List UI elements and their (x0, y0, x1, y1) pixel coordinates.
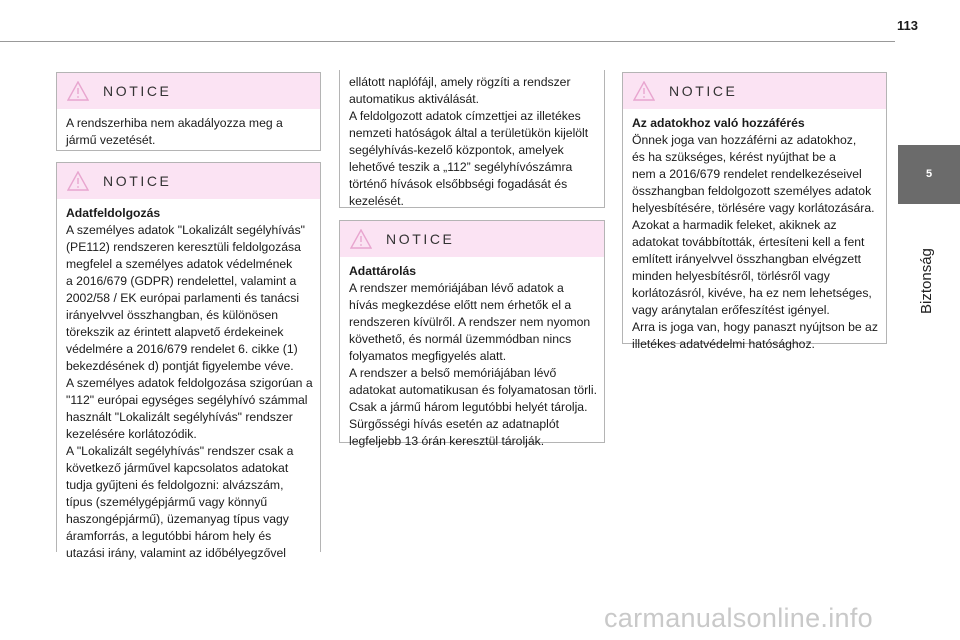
notice-header (57, 73, 320, 109)
watermark: carmanualsonline.info (604, 603, 873, 633)
notice-box-1 (56, 72, 321, 151)
notice-body: ellátott naplófájl, amely rögzíti a rendszer automatikus aktiválását. A feldolgozott adatok címzettjei az illetékes nemzeti hatóságok által a területükön kijelölt segélyhívás-kezelő központok, amelyek lehetővé teszik a „112” segélyhívószámra történő hívások elsőbbségi fogadását és kezelését. (349, 75, 589, 208)
notice-title: NOTICE (669, 83, 738, 99)
page-number: 113 (897, 18, 918, 33)
notice-heading: Adattárolás (349, 264, 417, 278)
warning-icon (633, 81, 655, 101)
notice-box-3 (339, 220, 605, 448)
warning-icon (67, 171, 89, 191)
notice-title: NOTICE (386, 231, 455, 247)
notice-heading: Az adatokhoz való hozzáférés (632, 116, 805, 130)
header-rule (0, 41, 895, 42)
notice-heading: Adatfeldolgozás (66, 206, 161, 220)
warning-icon (350, 229, 372, 249)
warning-icon (67, 81, 89, 101)
notice-title: NOTICE (103, 173, 172, 189)
notice-body: A személyes adatok "Lokalizált segélyhívás" (PE112) rendszeren keresztüli feldolgozása megfelel a személyes adatok védelmének a 2016/679 (GDPR) rendelettel, valamint a 2002/58 / EK európai parlamenti és tanácsi irányelvvel összhangban, és különösen törekszik az érintett alapvető érdekeinek védelmére a 2016/679 rendelet 6. cikke (1) bekezdésének d) pontját figyelembe véve. A személyes adatok feldolgozása szigorúan a "112" európai egységes segélyhívó számmal használt "Lokalizált segélyhívás" rendszer kezelésére korlátozódik. A "Lokalizált segélyhívás" rendszer csak a következő járművel kapcsolatos adatokat tudja gyűjteni és feldolgozni: alvázszám, típus (személygépjármű vagy könnyű haszongépjármű), üzemanyag típus vagy áramforrás, a legutóbbi három hely és utazási irány, valamint az időbélyegzővel (66, 223, 313, 560)
notice-box-4 (622, 72, 887, 351)
chapter-tab[interactable]: 5 (898, 145, 960, 204)
notice-body: A rendszer memóriájában lévő adatok a hívás megkezdése előtt nem érhetők el a rendszeren kívülről. A rendszer nem nyomon követhető, és normál üzemmódban nincs folyamatos megfigyelés alatt. A rendszer a belső memóriájában lévő adatokat automatikusan és folyamatosan törli. Csak a jármű három legutóbbi helyét tárolja. Sürgősségi hívás esetén az adatnaplót legfeljebb 13 órán keresztül tárolják. (349, 281, 597, 448)
notice-box-2-continued (339, 70, 605, 208)
notice-header (340, 221, 604, 257)
notice-title: NOTICE (103, 83, 172, 99)
notice-body: A rendszerhiba nem akadályozza meg a jármű vezetését. (66, 116, 283, 147)
notice-body: Önnek joga van hozzáférni az adatokhoz, és ha szükséges, kérést nyújthat be a nem a 2016/679 rendelet rendelkezéseivel összhangban feldolgozott személyes adatok helyesbítésére, törlésére vagy korlátozására. Azokat a harmadik feleket, akiknek az adatokat továbbították, értesíteni kell a fent említett irányelvvel összhangban elvégzett minden helyesbítésről, törlésről vagy korlátozásról, kivéve, ha ez nem lehetséges, vagy aránytalan erőfeszítést igényel. Arra is joga van, hogy panaszt nyújtson be az illetékes adatvédelmi hatósághoz. (632, 133, 878, 351)
notice-header (57, 163, 320, 199)
notice-header (623, 73, 886, 109)
section-label: Biztonság (918, 248, 935, 314)
notice-box-2 (56, 162, 321, 560)
